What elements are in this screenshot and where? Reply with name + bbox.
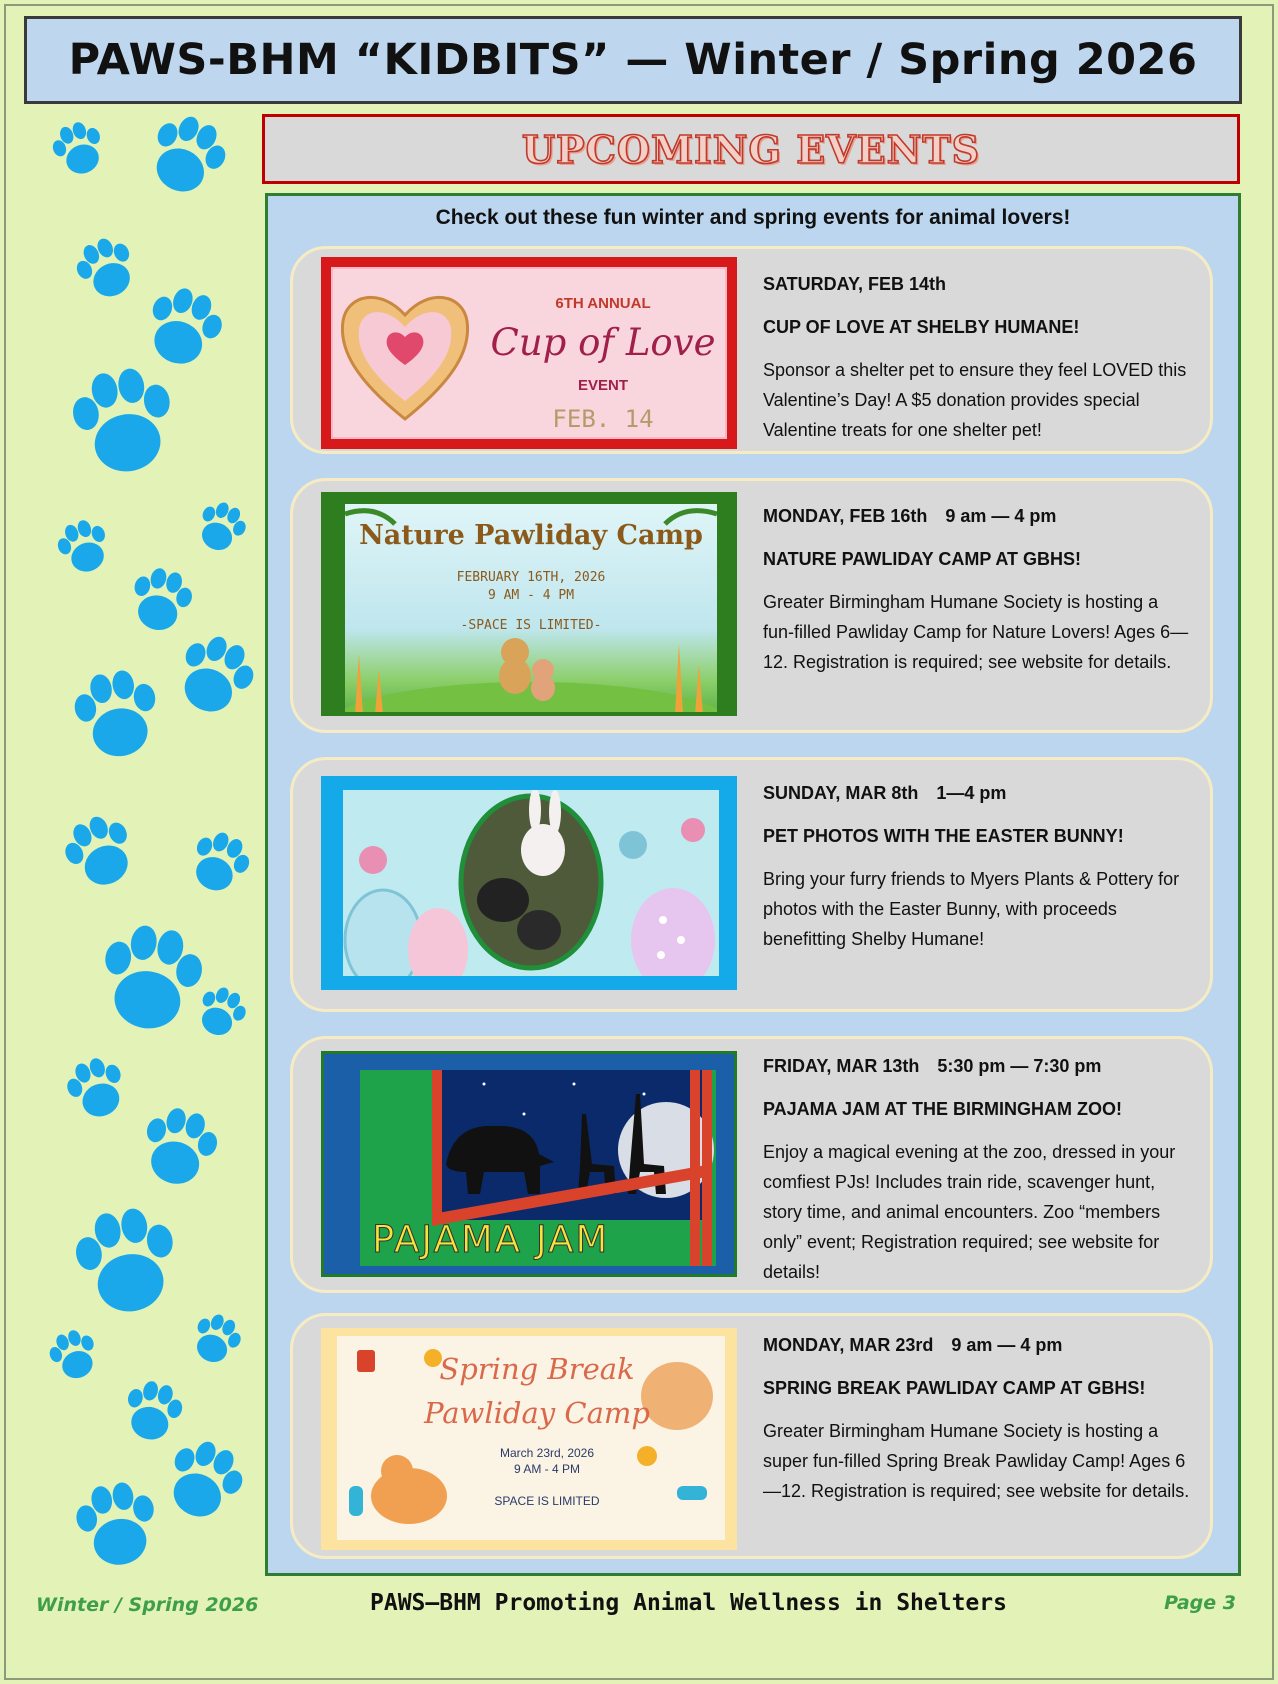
event-name: NATURE PAWLIDAY CAMP AT GBHS!: [763, 549, 1082, 569]
cup-of-love-line3: EVENT: [577, 377, 628, 394]
event-date-text: MONDAY, FEB 16th: [763, 506, 928, 526]
event-name: SPRING BREAK PAWLIDAY CAMP AT GBHS!: [763, 1378, 1146, 1398]
paw-print-icon: [47, 117, 110, 181]
easter-bunny-image: [321, 776, 737, 990]
event-description: Enjoy a magical evening at the zoo, dressed in your comfiest PJs! Includes train ride, scavenger hunt, story time, and animal encounters. Zoo “members only” event; Registration required; see website for details!: [763, 1142, 1176, 1282]
paw-print-icon: [67, 363, 181, 480]
nature-camp-date: FEBRUARY 16TH, 2026: [456, 570, 606, 585]
spring-break-title-2: Pawliday Camp: [424, 1396, 650, 1430]
pajama-jam-image: [321, 1051, 737, 1277]
paw-print-icon: [69, 231, 143, 306]
paw-prints-decoration: [30, 110, 260, 1590]
heart-cookie-icon: [335, 279, 475, 429]
event-date-text: MONDAY, MAR 23rd: [763, 1335, 934, 1355]
footer-tagline: PAWS—BHM Promoting Animal Wellness in Shelters: [370, 1590, 1007, 1616]
event-text: [763, 1051, 1192, 1287]
event-name: PAJAMA JAM AT THE BIRMINGHAM ZOO!: [763, 1099, 1122, 1119]
event-text: [763, 1330, 1192, 1506]
footer-issue: Winter / Spring 2026: [36, 1594, 259, 1616]
event-name: CUP OF LOVE AT SHELBY HUMANE!: [763, 317, 1080, 337]
event-date: [763, 1330, 1192, 1360]
event-date-text: FRIDAY, MAR 13th: [763, 1056, 920, 1076]
event-time: 9 am — 4 pm: [951, 1335, 1063, 1355]
event-time: 9 am — 4 pm: [945, 506, 1057, 526]
nature-camp-time: 9 AM - 4 PM: [487, 588, 575, 603]
cup-of-love-line4: FEB. 14: [552, 405, 654, 433]
cup-of-love-image: [321, 257, 737, 449]
paw-print-icon: [70, 1203, 184, 1320]
event-date-text: SUNDAY, MAR 8th: [763, 783, 919, 803]
event-description: Greater Birmingham Humane Society is hosting a super fun-filled Spring Break Pawliday Camp! Ages 6—12. Registration is required; see website for details.: [763, 1421, 1190, 1501]
footer-page-number: Page 3: [1164, 1592, 1236, 1614]
paw-print-icon: [44, 1325, 103, 1385]
spring-break-date: March 23rd, 2026: [499, 1446, 595, 1460]
cup-of-love-line1: 6TH ANNUAL: [555, 295, 651, 312]
paw-print-icon: [183, 825, 257, 900]
paw-print-column: [30, 110, 260, 1590]
panel-intro: Check out these fun winter and spring events for animal lovers!: [435, 206, 1071, 229]
masthead: [24, 16, 1242, 104]
event-card-cup-of-love: [290, 246, 1213, 454]
paw-print-icon: [137, 280, 230, 374]
paw-print-icon: [135, 1102, 223, 1192]
event-card-spring-break: [290, 1313, 1213, 1559]
event-time: 5:30 pm — 7:30 pm: [937, 1056, 1102, 1076]
upcoming-events-banner: [262, 114, 1240, 184]
paw-print-icon: [61, 1052, 133, 1125]
paw-print-icon: [191, 981, 252, 1043]
paw-print-icon: [167, 627, 260, 725]
event-date: SATURDAY, FEB 14th: [763, 274, 947, 294]
event-text: [763, 501, 1192, 677]
cup-of-love-line2: Cup of Love: [490, 321, 716, 364]
paw-print-icon: [72, 1478, 163, 1571]
event-name: PET PHOTOS WITH THE EASTER BUNNY!: [763, 826, 1124, 846]
paw-print-icon: [52, 515, 115, 579]
paw-print-icon: [125, 563, 197, 637]
paw-print-icon: [119, 1376, 187, 1446]
event-date: [763, 501, 1192, 531]
event-description: Greater Birmingham Humane Society is hosting a fun-filled Pawliday Camp for Nature Lovers! Ages 6—12. Registration is required; see website for details.: [763, 592, 1189, 672]
nature-camp-note: -SPACE IS LIMITED-: [460, 618, 602, 633]
events-panel: [265, 193, 1241, 1576]
paw-print-icon: [70, 666, 165, 763]
nature-pawliday-image: [321, 492, 737, 716]
event-card-pajama-jam: [290, 1036, 1213, 1293]
paw-print-icon: [186, 1308, 247, 1370]
paw-print-icon: [191, 496, 252, 558]
section-title: UPCOMING EVENTS: [521, 126, 981, 172]
spring-break-note: SPACE IS LIMITED: [494, 1494, 600, 1508]
pajama-jam-title: PAJAMA JAM: [372, 1218, 610, 1261]
event-date: [763, 778, 1192, 808]
event-date: [763, 1051, 1192, 1081]
paw-print-icon: [156, 1432, 252, 1530]
spring-break-time: 9 AM - 4 PM: [513, 1462, 581, 1476]
paw-print-icon: [56, 807, 143, 896]
event-description: Sponsor a shelter pet to ensure they feel LOVED this Valentine’s Day! A $5 donation provides special Valentine treats for one shelter pet!: [763, 360, 1187, 440]
paw-print-icon: [94, 920, 208, 1037]
event-text: [763, 778, 1192, 954]
nature-scene-illustration: [345, 504, 717, 712]
event-card-easter-bunny: [290, 757, 1213, 1012]
paw-print-icon: [139, 110, 235, 204]
nature-camp-title: Nature Pawliday Camp: [359, 520, 703, 551]
event-card-nature-pawliday: [290, 478, 1213, 733]
easter-scene-illustration: [343, 790, 719, 976]
spring-break-image: [321, 1328, 737, 1550]
spring-break-title-1: Spring Break: [439, 1352, 635, 1386]
event-text: [763, 269, 1192, 445]
newsletter-title: PAWS-BHM “KIDBITS” — Winter / Spring 2026: [68, 35, 1198, 85]
event-time: 1—4 pm: [936, 783, 1007, 803]
event-description: Bring your furry friends to Myers Plants & Pottery for photos with the Easter Bunny, with proceeds benefitting Shelby Humane!: [763, 869, 1180, 949]
